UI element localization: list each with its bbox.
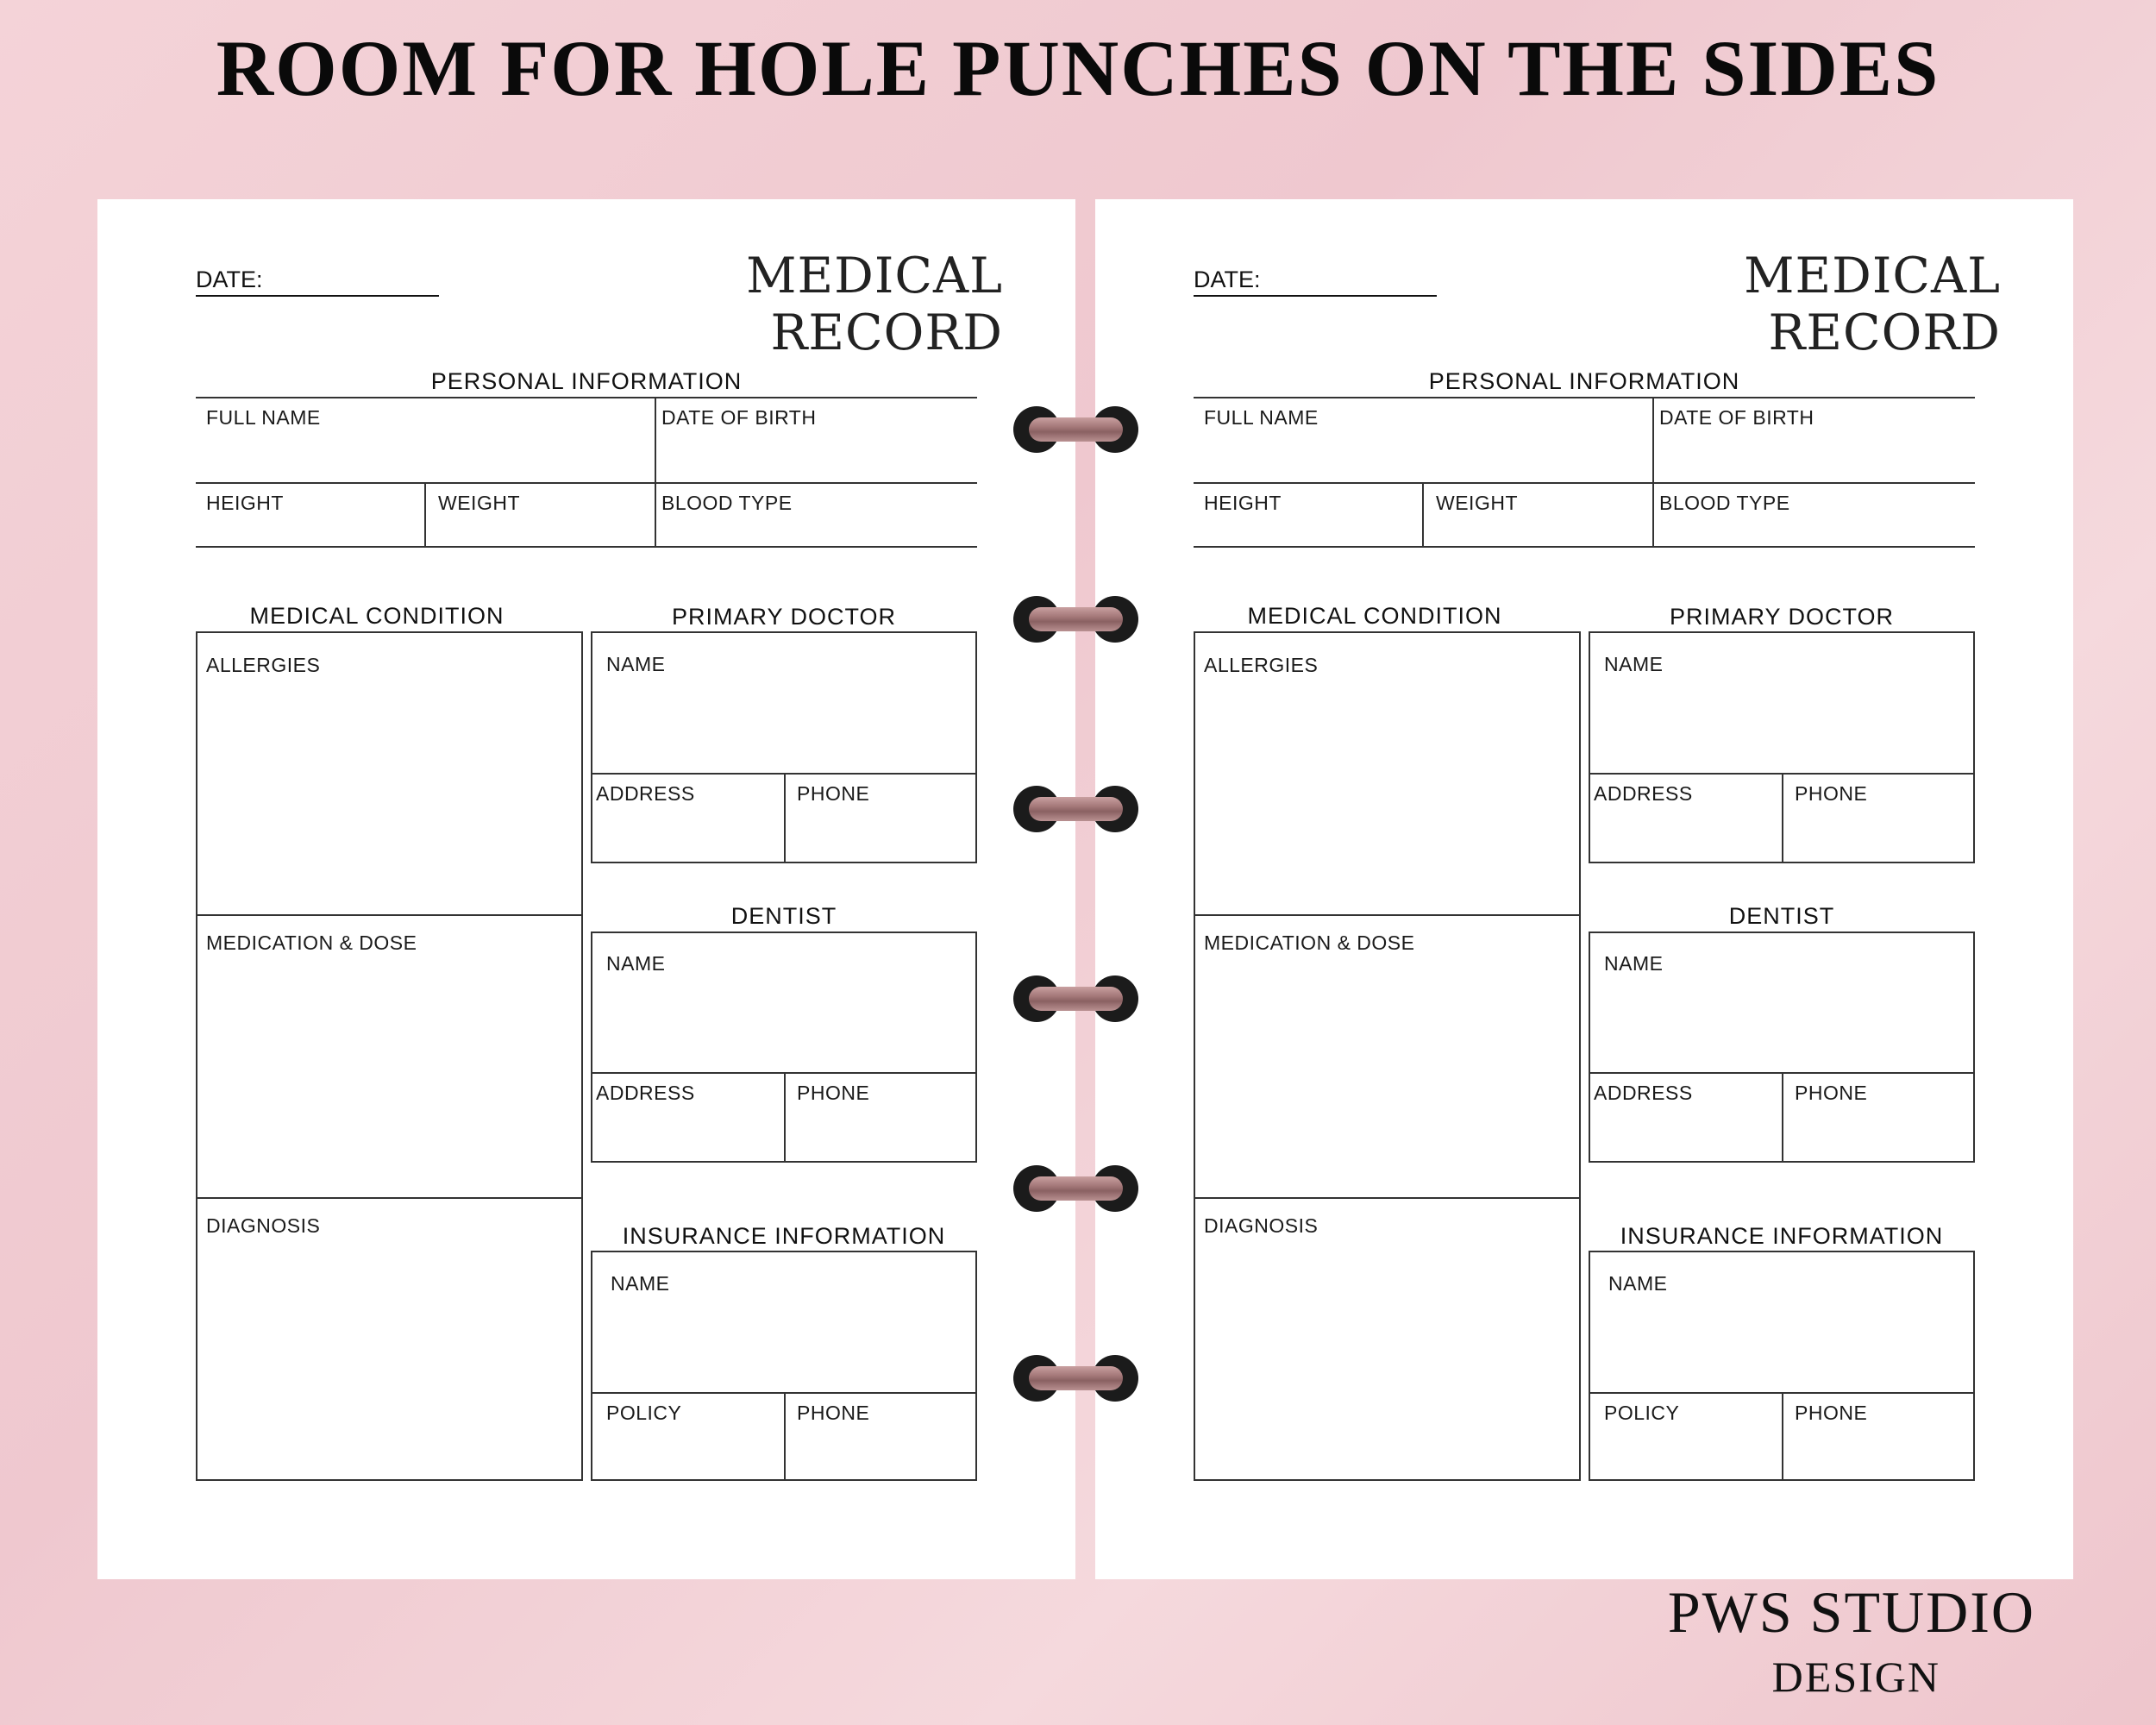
- diagnosis-label: DIAGNOSIS: [206, 1214, 321, 1237]
- primary-doctor-title: PRIMARY DOCTOR: [1669, 604, 1895, 630]
- medical-condition-box: [1194, 631, 1581, 1481]
- doctor-address-label: ADDRESS: [596, 782, 695, 805]
- binder-ring-icon: [1013, 406, 1138, 453]
- insurance-phone-label: PHONE: [797, 1402, 870, 1424]
- divider: [1782, 773, 1783, 862]
- dentist-title: DENTIST: [1728, 903, 1835, 929]
- insurance-name-label: NAME: [611, 1272, 670, 1295]
- medical-condition-title: MEDICAL CONDITION: [1247, 603, 1502, 629]
- divider: [1652, 397, 1654, 547]
- doctor-address-label: ADDRESS: [1594, 782, 1693, 805]
- insurance-policy-label: POLICY: [606, 1402, 682, 1424]
- binder-ring-icon: [1013, 786, 1138, 832]
- divider: [196, 546, 977, 548]
- full-name-label: FULL NAME: [1204, 406, 1319, 429]
- full-name-label: FULL NAME: [206, 406, 321, 429]
- divider: [1194, 546, 1975, 548]
- divider: [1194, 1197, 1581, 1199]
- divider: [784, 1392, 786, 1480]
- date-label: DATE:: [196, 267, 263, 292]
- personal-info-title: PERSONAL INFORMATION: [1428, 368, 1740, 394]
- insurance-title: INSURANCE INFORMATION: [622, 1223, 946, 1249]
- divider: [196, 397, 977, 398]
- allergies-label: ALLERGIES: [1204, 654, 1319, 676]
- medical-condition-box: [196, 631, 583, 1481]
- insurance-title: INSURANCE INFORMATION: [1620, 1223, 1944, 1249]
- dentist-address-label: ADDRESS: [596, 1082, 695, 1104]
- insurance-phone-label: PHONE: [1795, 1402, 1868, 1424]
- dentist-phone-label: PHONE: [1795, 1082, 1868, 1104]
- page-title: MEDICAL RECORD: [1744, 248, 2001, 361]
- dob-label: DATE OF BIRTH: [661, 406, 817, 429]
- divider: [1782, 1072, 1783, 1162]
- personal-info-title: PERSONAL INFORMATION: [430, 368, 743, 394]
- page-title: MEDICAL RECORD: [746, 248, 1003, 361]
- planner-page-left: [97, 199, 1075, 1579]
- dentist-name-label: NAME: [1604, 952, 1664, 975]
- doctor-name-label: NAME: [1604, 653, 1664, 675]
- divider: [1194, 397, 1975, 398]
- divider: [196, 1197, 583, 1199]
- medication-label: MEDICATION & DOSE: [1204, 932, 1415, 954]
- height-label: HEIGHT: [1204, 492, 1282, 514]
- dentist-address-label: ADDRESS: [1594, 1082, 1693, 1104]
- divider: [1194, 482, 1975, 484]
- medical-condition-title: MEDICAL CONDITION: [249, 603, 505, 629]
- binder-ring-icon: [1013, 1165, 1138, 1212]
- brand-subtitle: DESIGN: [1771, 1653, 1940, 1701]
- weight-label: WEIGHT: [1436, 492, 1518, 514]
- insurance-name-label: NAME: [1608, 1272, 1668, 1295]
- divider: [655, 397, 656, 547]
- height-label: HEIGHT: [206, 492, 284, 514]
- binder-ring-icon: [1013, 1355, 1138, 1402]
- weight-label: WEIGHT: [438, 492, 520, 514]
- headline: ROOM FOR HOLE PUNCHES ON THE SIDES: [216, 24, 1940, 112]
- blood-type-label: BLOOD TYPE: [1659, 492, 1790, 514]
- divider: [1422, 482, 1424, 547]
- date-line: [1194, 295, 1437, 297]
- primary-doctor-title: PRIMARY DOCTOR: [671, 604, 897, 630]
- dob-label: DATE OF BIRTH: [1659, 406, 1814, 429]
- blood-type-label: BLOOD TYPE: [661, 492, 793, 514]
- dentist-title: DENTIST: [730, 903, 837, 929]
- medication-label: MEDICATION & DOSE: [206, 932, 417, 954]
- binder-ring-icon: [1013, 596, 1138, 643]
- divider: [784, 1072, 786, 1162]
- divider: [196, 482, 977, 484]
- divider: [784, 773, 786, 862]
- doctor-phone-label: PHONE: [797, 782, 870, 805]
- divider: [196, 914, 583, 916]
- binder-ring-icon: [1013, 975, 1138, 1022]
- doctor-phone-label: PHONE: [1795, 782, 1868, 805]
- planner-page-right: [1095, 199, 2073, 1579]
- date-line: [196, 295, 439, 297]
- dentist-name-label: NAME: [606, 952, 666, 975]
- divider: [424, 482, 426, 547]
- divider: [1194, 914, 1581, 916]
- dentist-phone-label: PHONE: [797, 1082, 870, 1104]
- date-label: DATE:: [1194, 267, 1261, 292]
- insurance-policy-label: POLICY: [1604, 1402, 1680, 1424]
- brand-name: PWS STUDIO: [1667, 1579, 2035, 1645]
- divider: [1782, 1392, 1783, 1480]
- doctor-name-label: NAME: [606, 653, 666, 675]
- diagnosis-label: DIAGNOSIS: [1204, 1214, 1319, 1237]
- allergies-label: ALLERGIES: [206, 654, 321, 676]
